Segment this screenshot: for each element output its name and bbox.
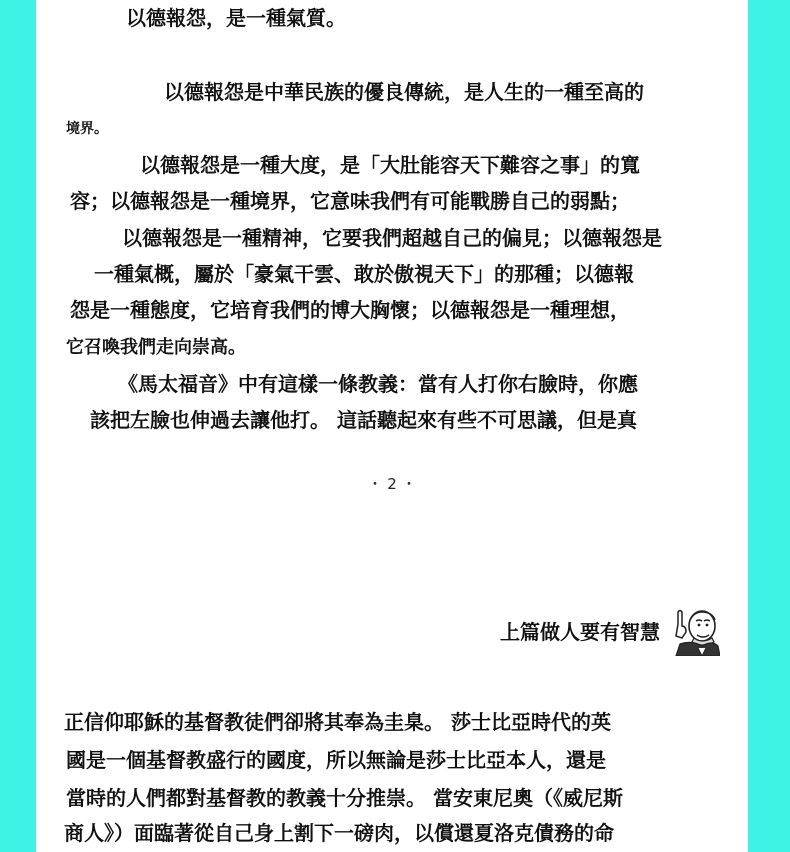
page-number: ・ 2 ・ — [367, 475, 417, 493]
paragraph4-line3: 當時的人們都對基督教的教義十分推崇。 當安東尼奧（《威尼斯 — [66, 786, 623, 810]
paragraph4-line2: 國是一個基督教盛行的國度，所以無論是莎士比亞本人，還是 — [66, 748, 606, 772]
paragraph4-line4: 商人》）面臨著從自己身上割下一磅肉，以償還夏洛克債務的命 — [64, 821, 614, 845]
running-header-title: 上篇做人要有智慧 — [500, 620, 660, 644]
paragraph2-line5: 怨是一種態度，它培育我們的博大胸懷；以德報怨是一種理想， — [70, 298, 630, 322]
paragraph2-line2: 容；以德報怨是一種境界，它意味我們有可能戰勝自己的弱點； — [70, 189, 630, 213]
paragraph2-line6: 它召喚我們走向崇高。 — [66, 337, 246, 358]
paragraph2-line1: 以德報怨是一種大度，是「大肚能容天下難容之事」的寬 — [140, 153, 640, 177]
paragraph1-line1: 以德報怨是中華民族的優良傳統，是人生的一種至高的 — [164, 80, 644, 104]
paragraph4-line1: 正信仰耶穌的基督教徒們卻將其奉為圭臬。 莎士比亞時代的英 — [64, 710, 611, 734]
paragraph3-line2: 該把左臉也伸過去讓他打。 這話聽起來有些不可思議，但是真 — [90, 408, 637, 432]
paragraph3-line1: 《馬太福音》中有這樣一條教義：當有人打你右臉時，你應 — [118, 372, 638, 396]
paragraph2-line4: 一種氣概，屬於「豪氣干雲、敢於傲視天下」的那種；以德報 — [94, 262, 634, 286]
cartoon-man-thinking-icon — [672, 604, 720, 656]
document-page — [36, 0, 748, 852]
paragraph1-line2: 境界。 — [66, 121, 108, 137]
top-fragment-text: 以德報怨，是一種氣質。 — [126, 6, 346, 30]
paragraph2-line3: 以德報怨是一種精神，它要我們超越自己的偏見；以德報怨是 — [122, 226, 662, 250]
